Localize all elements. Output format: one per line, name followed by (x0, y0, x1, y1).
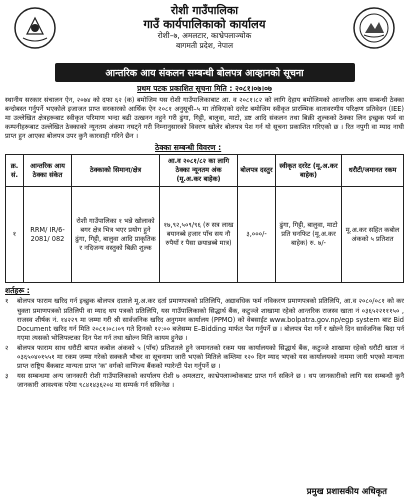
province: बागमती प्रदेश, नेपाल (175, 41, 234, 50)
term-number: २ (5, 343, 9, 352)
term-number: ३ (5, 372, 9, 381)
cell-sn: १ (6, 187, 24, 283)
header (5, 4, 404, 60)
col-header-area: ठेक्काको सिमाना/क्षेत्र (72, 155, 160, 187)
address: रोशी–७, अमलटार, काभ्रेपलाञ्चोक (157, 31, 252, 40)
intro-paragraph: स्थानीय सरकार संचालन ऐन, २०७४ को दफा ६२ (क) बमोजिम यस रोशी गाउँपालिकाबाट आ. व २०८१।८२ को लागि देहाय बमोजिमको आन्तरिक आय सम्बन्धी ठेक्का बन्दोबस्त गर्नुपर्ने भएकोले इजाजत प्राप्त सरकारको आर्थिक ऐन २०८१ अनुसूची–५ मा तोकिएको दररेट बमोजिम स्वीकृत प्रारम्भिक वातावरणीय परिक्षण प्रतिवेदन (IEE) मा उल्लेखित क्षेत्रहरूबाट स्वीकृत परिमाण भन्दा बढी उत्खनन नहुने गरी ढुंगा, गिट्टी, बालुवा, माटो, डष्ट आदि संकलन तथा बिक्री शुल्कको ठेक्का लिन इच्छुक फर्म वा कम्पनीहरूबाट उल्लेखित ठेक्काको न्यूनतम अंकमा नघट्ने गरी निम्नानुसारको विवरण खोलेर बोलपत्र पेश गर्न यो सूचना प्रकाशित गरिएको छ । रित नपुगी वा म्याद नाघी प्राप्त हुन आएका बोलपत्र उपर कुनै कारवाही गरिने छैन । (5, 96, 404, 141)
col-header-fee: बोलपत्र दस्तुर (238, 155, 276, 187)
col-header-deposit: धरौटी/जमानत रकम (342, 155, 404, 187)
term-item (5, 372, 404, 390)
term-item (5, 344, 404, 371)
cell-fee: ३,०००/- (238, 187, 276, 283)
term-number: १ (5, 297, 9, 306)
term-text: बोलपत्र फाराम साथ धरौटी बापत कबोल अंकको ५ (पाँच) प्रतिशतले हुने जमानतको रकम यस कार्यालयको सिद्धार्थ बैंक, कटुञ्जे शाखामा रहेको धरौटी खाता नं ०३६५०४०१५५१ मा रकम जम्मा गरेको सक्कलै भौचर वा सूचनामा जारी भएको मितिले कम्तिमा १२० दिन म्याद भएको यस कार्यालयको नाममा जारी भएको मान्यता प्राप्त राष्ट्रिय बैंकबाट मान्यता प्राप्त 'क' वर्गको वाणिज्य बैंकको ग्यारेन्टी पेश गर्नुपर्ने छ । (17, 343, 404, 371)
col-header-min-amount: आ.व २०८१/८२ का लागि ठेक्का न्यूनतम अंक (मू.अ.कर बाहेक) (160, 155, 238, 187)
cell-deposit: मू.अ.कर सहित कबोल अंकको ५ प्रतिशत (342, 187, 404, 283)
signature: प्रमुख प्रशासकीय अधिकृत (306, 487, 387, 497)
details-title: ठेक्का सम्बन्धी विवरण : (155, 143, 222, 153)
col-header-rate: स्वीकृत दररेट (मू.अ.कर बाहेक) (276, 155, 342, 187)
notice-title: आन्तरिक आय संकलन सम्बन्धी बोलपत्र आव्हानको सूचना (55, 63, 355, 82)
cell-rate: ढुंगा, गिट्टी, बालुवा, माटो प्रति घनफिट (मू.अ.कर बाहेक) रु. ७/- (276, 187, 342, 283)
terms-title: शर्तहरू : (5, 286, 30, 296)
office-name: गाउँ कार्यपालिकाको कार्यालय (143, 17, 266, 31)
col-header-code: आन्तरिक आय ठेक्का संकेत (24, 155, 72, 187)
government-emblem-icon (13, 6, 57, 50)
publication-date: प्रथम पटक प्रकाशित सूचना मिति : २०८१।०७।०७ (137, 84, 272, 93)
term-item (5, 297, 404, 342)
municipality-seal-icon (352, 6, 396, 50)
terms-list (5, 297, 404, 390)
cell-code: RRM/ IR/6- 2081/ 082 (24, 187, 72, 283)
table-row (6, 187, 404, 283)
col-header-sn: क्र. सं. (6, 155, 24, 187)
cell-min-amount: १७,९२,५०९/९६ (रु सत्र लाख बयानब्बे हजार पाँच सय नौ रुपैयाँ र पैसा छयान्नब्बे मात्र) (160, 187, 238, 283)
tender-table (5, 154, 404, 283)
term-text: यस सम्बन्धमा अन्य जानकारी रोशी गाउँपालिकाको कार्यालय रोशी ७ अमलटार, काभ्रेपलाञ्चोकबाट प्राप्त गर्न सकिने छ । थप जानकारीको लागि यस सम्बन्धी कुनै जानकारी आवश्यक परेमा ९८४१४३६२०४ मा सम्पर्क गर्न सकिनेछ । (17, 372, 404, 390)
cell-area: रोशी गाउँपालिका १ भन्ने खोलाको बगर क्षेत्र भित्र भएर प्रयोग हुने ढुंगा, गिट्टी, बालुवा आदि प्राकृतिक र नदिजन्य वस्तुको बिक्री शुल्क (72, 187, 160, 283)
table-header-row (6, 155, 404, 187)
term-text: बोलपत्र फाराम खरिद गर्न इच्छुक बोलपत्र दाताले मू.अ.कर दर्ता प्रमाणपत्रको प्रतिलिपि, अद्यावधिक फर्म नविकरण प्रमाणपत्रको प्रतिलिपि, आ.व २०८०/०८१ को कर चुक्ता प्रमाणपत्रको प्रतिलिपी वा म्याद थप पत्रको प्रतिलिपि, यस गाउँपालिकाको सिद्धार्थ बैंक, कटुञ्जे शाखामा रहेको आन्तरिक राजस्व खाता नं ०३६५२२१११५० , राजस्व शीर्षक नं. १४२२९ मा जम्मा गरी श्री सार्वजनिक खरिद अनुगमन कार्यालय (PPMO) को वेबसाईट www.bolpatra.gov.np/egp system बाट Bid Document खरिद गर्न मिति २०८१।०८।०९ गते दिनको १२:०० बजेसम्म E–Bidding मार्फत पेश गर्नुपर्ने छ । बोलपत्र पेश गर्ने र खोल्ने दिन सार्वजनिक बिदा पर्न गएमा त्यसको भोलिपल्टका दिन पेश गर्न तथा खोल्न मिति कायम हुनेछ । (17, 297, 404, 342)
municipality-name: रोशी गाउँपालिका (170, 4, 239, 17)
